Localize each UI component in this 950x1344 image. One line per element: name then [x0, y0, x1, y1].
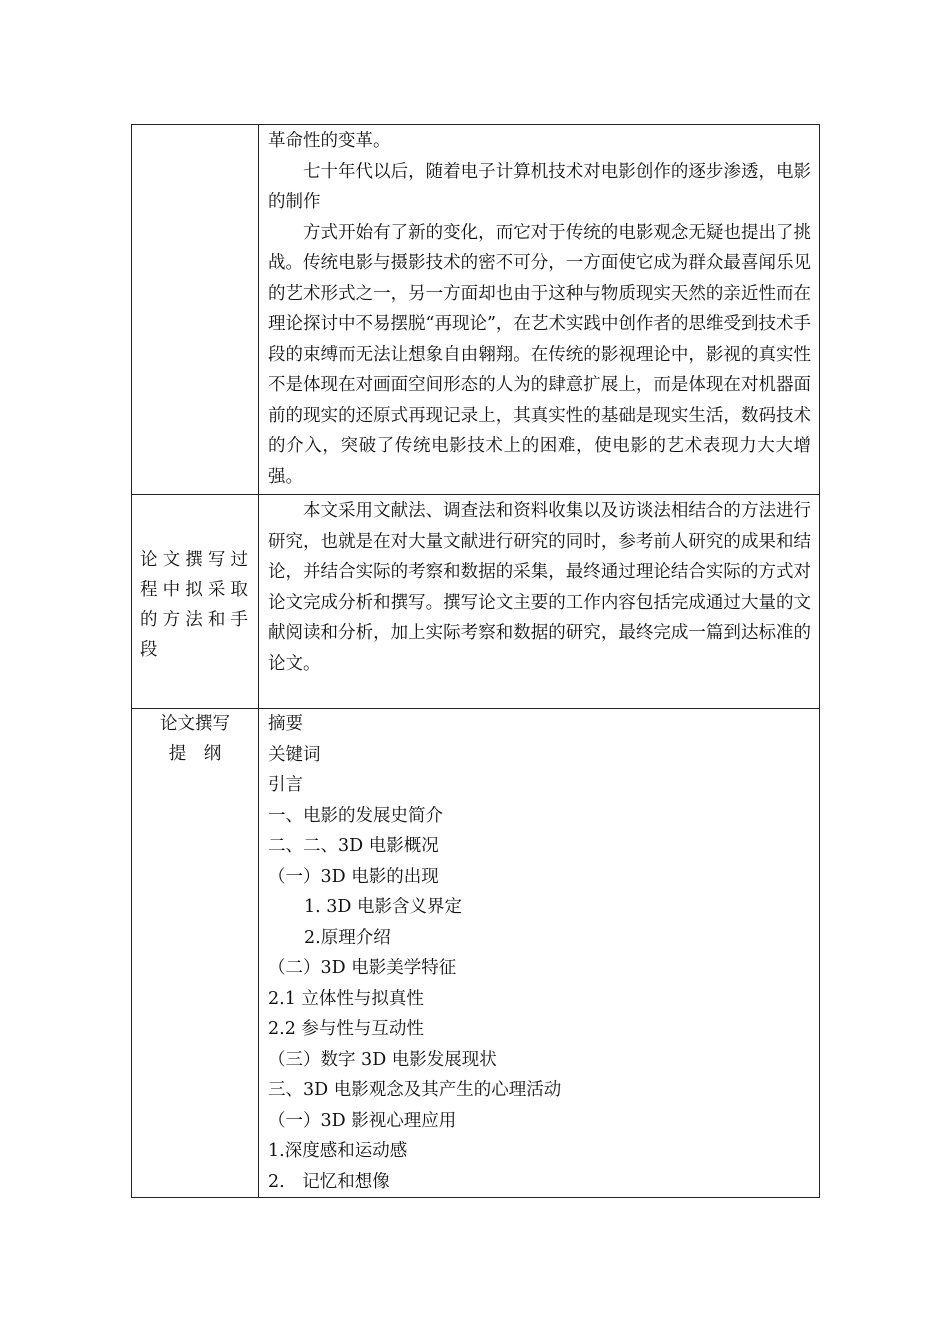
outline-item: 1. 3D 电影含义界定 — [304, 897, 462, 917]
outline-item: 三、3D 电影观念及其产生的心理活动 — [268, 1080, 562, 1100]
methods-label-line: 的方法和手 — [140, 609, 250, 630]
outline-item: （三）数字 3D 电影发展现状 — [268, 1049, 497, 1070]
content-cell-background — [259, 125, 820, 495]
paragraph-digital-change: 方式开始有了新的变化，而它对于传统的电影观念无疑也提出了挑战。传统电影与摄影技术的密不可分，一方面使它成为群众最喜闻乐见的艺术形式之一，另一方面却也由于这种与物质现实天然的亲近性而在理论探讨中不易摆脱“再现论”，在艺术实践中创作者的思维受到技术手段的束缚而无法让想象自由翱翔。在传统的影视理论中，影视的真实性不是体现在对画面空间形态的人为的肆意扩展上，而是体现在对机器面前的现实的还原式再现记录上，其真实性的基础是现实生活，数码技术的介入，突破了传统电影技术上的困难，使电影的艺术表现力大大增强。 — [268, 222, 811, 487]
proposal-table — [131, 124, 820, 1198]
paragraph-seventies: 七十年代以后，随着电子计算机技术对电影创作的逐步渗透，电影的制作 — [268, 161, 811, 212]
outline-item: 一、电影的发展史简介 — [268, 805, 443, 826]
table-row-outline — [132, 709, 820, 1198]
outline-item: 关键词 — [268, 744, 321, 765]
outline-label-line: 论文撰写 — [160, 714, 230, 734]
outline-item: （一）3D 电影的出现 — [268, 866, 439, 887]
table-row-methods — [132, 495, 820, 709]
methods-label-line: 程中拟采取 — [140, 579, 250, 600]
outline-item: 2.2 参与性与互动性 — [268, 1019, 424, 1039]
label-cell-empty — [132, 125, 259, 495]
outline-item: 引言 — [268, 775, 303, 795]
outline-item: 二、二、3D 电影概况 — [268, 836, 439, 856]
content-cell-outline — [259, 709, 820, 1198]
outline-item: 2. 记忆和想像 — [268, 1171, 390, 1192]
paragraph-fragment: 革命性的变革。 — [268, 131, 391, 151]
outline-label-line: 提 纲 — [168, 744, 222, 764]
outline-list — [259, 709, 819, 1197]
table-row-background — [132, 125, 820, 495]
outline-item: 2.1 立体性与拟真性 — [268, 988, 424, 1009]
methods-label-line: 论文撰写过 — [140, 549, 250, 570]
outline-item: 2.原理介绍 — [304, 927, 391, 948]
outline-item: 摘要 — [268, 714, 303, 734]
content-cell-methods — [259, 495, 820, 709]
label-cell-methods — [132, 495, 259, 709]
methods-label-line: 段 — [140, 639, 160, 660]
outline-item: （一）3D 影视心理应用 — [268, 1110, 457, 1131]
outline-item: 1.深度感和运动感 — [268, 1141, 408, 1161]
outline-item: （二）3D 电影美学特征 — [268, 958, 457, 978]
label-cell-outline — [132, 709, 259, 1198]
paragraph-methods: 本文采用文献法、调查法和资料收集以及访谈法相结合的方法进行研究，也就是在对大量文献进行研究的同时，参考前人研究的成果和结论，并结合实际的考察和数据的采集，最终通过理论结合实际的方式对论文完成分析和撰写。撰写论文主要的工作内容包括完成通过大量的文献阅读和分析，加上实际考察和数据的研究，最终完成一篇到达标准的论文。 — [268, 501, 811, 674]
